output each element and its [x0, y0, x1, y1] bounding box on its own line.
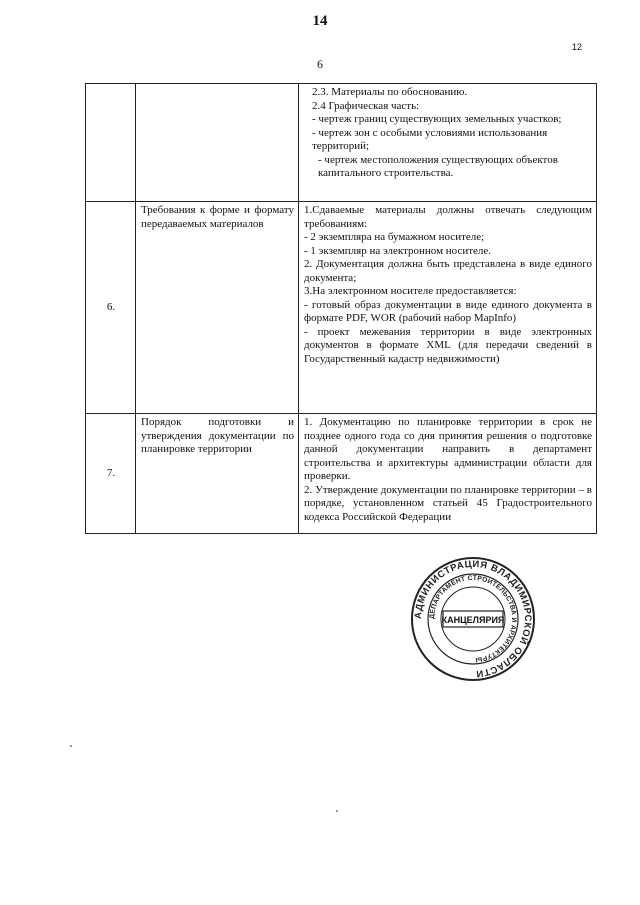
content-line: - 1 экземпляр на электронном носителе.: [304, 244, 492, 257]
content-line: - проект межевания территории в виде электронных документов в формате XML (для передачи сведений в Государственный кадастр недвижимости): [304, 325, 592, 365]
row-title: [136, 84, 299, 202]
content-line: - чертеж местоположения существующих объектов капитального строительства.: [318, 153, 558, 179]
table-row: [86, 84, 597, 202]
scan-speck: [336, 810, 338, 812]
page-number-top: 14: [312, 13, 328, 29]
content-line: 1.Сдаваемые материалы должны отвечать следующим требованиям:: [304, 204, 592, 230]
row-number: 7.: [86, 414, 136, 534]
stamp-center-text: КАНЦЕЛЯРИЯ: [441, 615, 505, 625]
row-title: Требования к форме и формату передаваемых материалов: [136, 202, 299, 414]
content-line: 2.3. Материалы по обоснованию.: [312, 86, 468, 98]
table-row: [86, 414, 597, 534]
table-row: [86, 202, 597, 414]
office-stamp: [410, 556, 536, 682]
row-number: 6.: [86, 202, 136, 414]
row-content: [299, 84, 597, 202]
content-line: 3.На электронном носителе предоставляется:: [304, 285, 517, 297]
content-line: 1. Документацию по планировке территории в срок не позднее одного года со дня принятия решения о подготовке данной документации направить в департамент строительства и архитектуры администрации области для проверки.: [304, 416, 592, 482]
stamp-outer-text: АДМИНИСТРАЦИЯ ВЛАДИМИРСКОЙ ОБЛАСТИ: [412, 558, 534, 680]
page-number-right: 12: [572, 42, 583, 52]
page-number-mid: 6: [317, 57, 323, 71]
content-line: 2.4 Графическая часть:: [312, 99, 420, 112]
row-title: Порядок подготовки и утверждения документации по планировке территории: [136, 414, 299, 534]
content-line: - чертеж границ существующих земельных участков;: [312, 113, 562, 125]
scan-speck: [70, 745, 72, 747]
row-number: [86, 84, 136, 202]
content-line: - 2 экземпляра на бумажном носителе;: [304, 231, 485, 243]
content-line: 2. Документация должна быть представлена в виде единого документа;: [304, 258, 592, 284]
row-content: [299, 414, 597, 534]
content-line: - чертеж зон с особыми условиями использования территорий;: [312, 126, 548, 152]
row-content: [299, 202, 597, 414]
content-line: 2. Утверждение документации по планировке территории – в порядке, установленном статьей 45 Градостроительного кодекса Российской Федерации: [304, 483, 592, 523]
content-line: - готовый образ документации в виде единого документа в формате PDF, WOR (рабочий набор MapInfo): [304, 298, 592, 324]
stamp-inner-text: ДЕПАРТАМЕНТ СТРОИТЕЛЬСТВА И АРХИТЕКТУРЫ: [428, 574, 518, 664]
requirements-table: [85, 83, 597, 534]
